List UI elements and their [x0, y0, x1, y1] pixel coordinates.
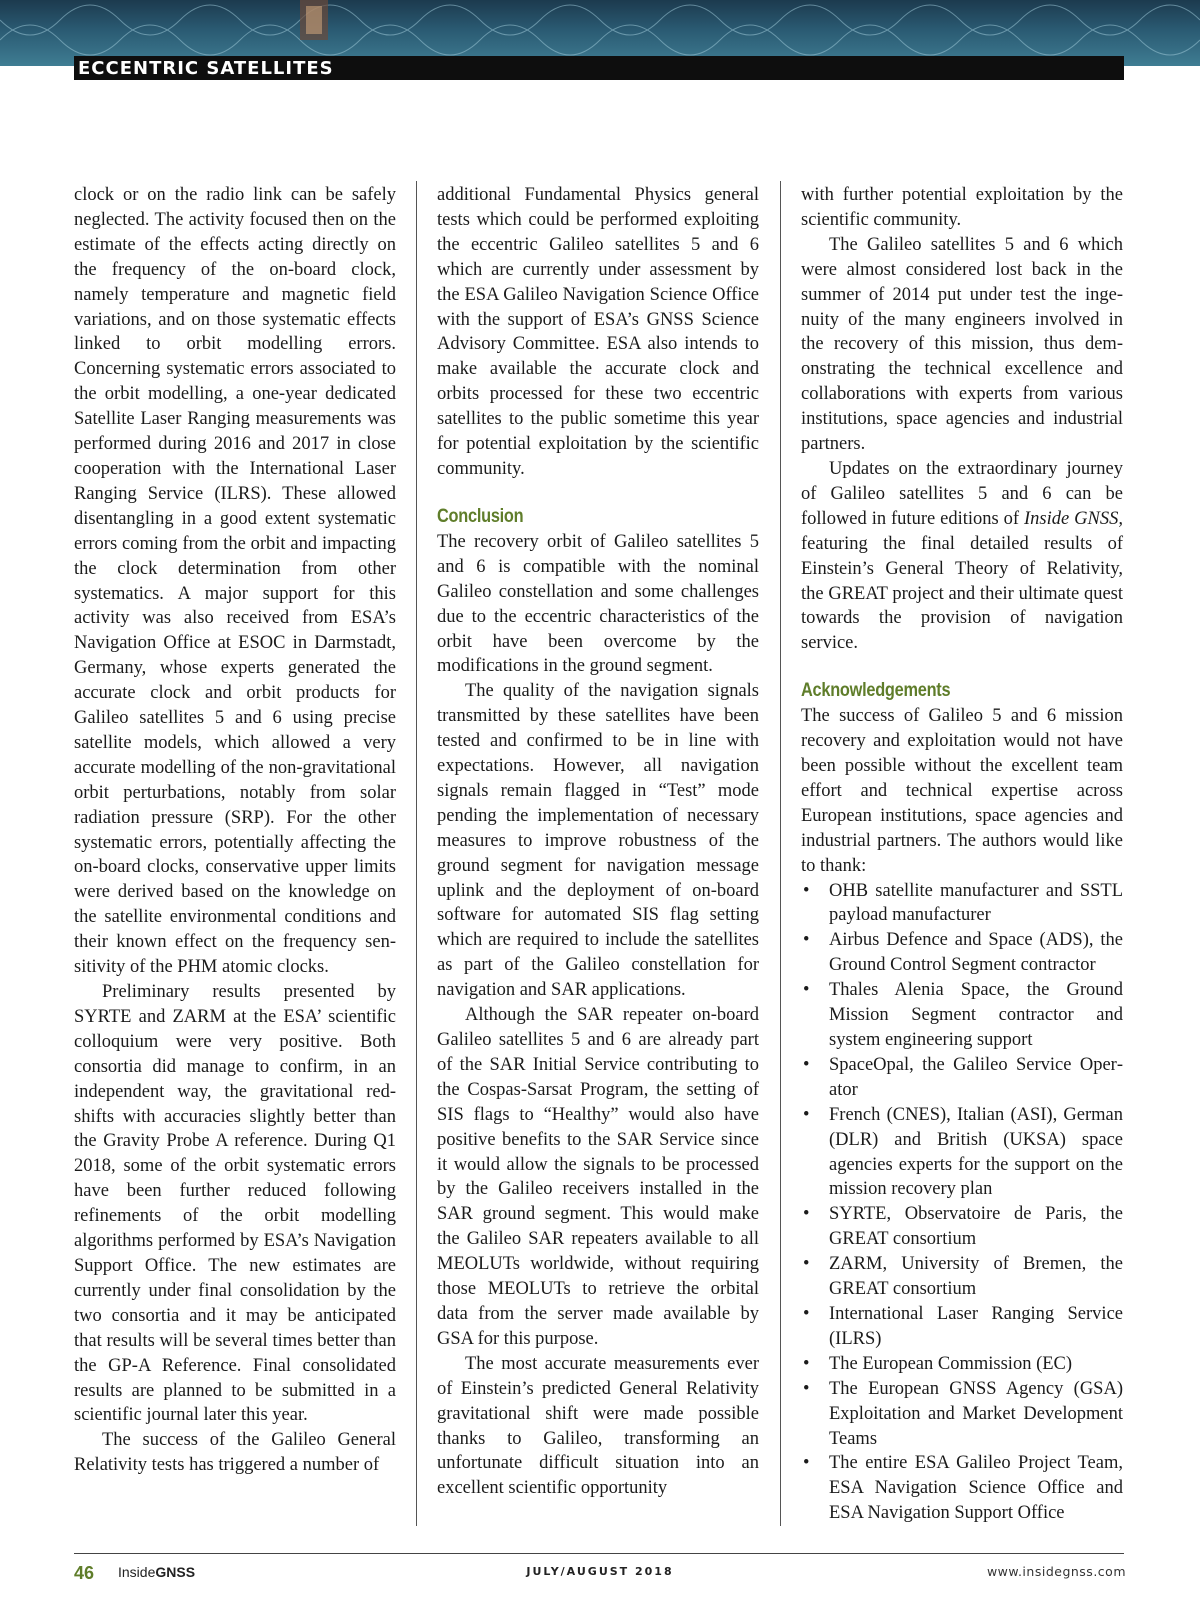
- magazine-name-prefix: Inside: [118, 1564, 156, 1580]
- list-item-text: The European Commission (EC): [829, 1353, 1073, 1374]
- list-item: [801, 1377, 1123, 1452]
- magazine-name-suffix: GNSS: [155, 1564, 196, 1580]
- paragraph: with further potential exploitation by the scientific community.: [801, 185, 1123, 230]
- paragraph-text: featuring the final detailed results of Einstein’s General Theory of Relativity, the GREAT project and their ultimate quest towards the provision of navigation service.: [801, 533, 1123, 654]
- paragraph: additional Fundamental Physics general tests which could be performed exploiting the eccentric Galileo satellites 5 and 6 which are currently under assessment by the ESA Galileo Navigation Science Office with the support of ESA’s GNSS Science Advisory Committee. ESA also intends to make available the accurate clock and orbits processed for these two eccentric satellites to the public sometime this year for potential exploitation by the scientific community.: [437, 185, 759, 479]
- acknowledgements-heading: Acknowledgements: [801, 680, 951, 702]
- paragraph: The success of the Galileo General Relativity tests has triggered a number of: [74, 1430, 396, 1476]
- list-item-text: French (CNES), Italian (ASI), German (DLR) and British (UKSA) space agencies experts for the support on the mission recovery plan: [829, 1104, 1123, 1200]
- list-item: [801, 1202, 1123, 1252]
- list-item: [801, 1352, 1123, 1377]
- page-number: 46: [74, 1563, 95, 1583]
- bullet-icon: •: [803, 1303, 810, 1324]
- paragraph: [801, 457, 1123, 656]
- thanks-list: [801, 879, 1123, 1527]
- list-item: [801, 928, 1123, 978]
- column-divider: [416, 181, 417, 1526]
- bullet-icon: •: [803, 1204, 810, 1225]
- list-item: [801, 978, 1123, 1053]
- list-item: [801, 1053, 1123, 1103]
- bullet-icon: •: [803, 1104, 810, 1125]
- list-item-text: SpaceOpal, the Galileo Service Operator: [829, 1054, 1123, 1100]
- list-item-text: International Laser Ranging Service (ILRS): [829, 1303, 1123, 1349]
- list-item-text: OHB satellite manufacturer and SSTL payload manufacturer: [829, 880, 1123, 926]
- bullet-icon: •: [803, 880, 810, 901]
- article-column-1: [74, 183, 396, 1478]
- issue-date: JULY/AUGUST 2018: [526, 1565, 674, 1578]
- bullet-icon: •: [803, 1254, 810, 1275]
- list-item-text: The European GNSS Agency (GSA) Exploitation and Market Development Teams: [829, 1378, 1123, 1449]
- bullet-icon: •: [803, 1378, 810, 1399]
- paragraph: The Galileo satellites 5 and 6 which were almost considered lost back in the summer of 2014 put under test the ingenuity of the many engineers involved in the recovery of this mission, thus demonstrating the technical excellence and collaborations with experts from various institutions, space agencies and industrial partners.: [801, 234, 1123, 455]
- paragraph: Although the SAR repeater on-board Galileo satellites 5 and 6 are already part of the SAR Initial Service contributing to the Cospas-Sarsat Program, the setting of SIS flags to “Healthy” would also have positive benefits to the SAR Service since it would allow the signals to be processed by the Galileo receivers installed in the SAR ground segment. This would make the Galileo SAR repeaters available to all MEOLUTs worldwide, without requiring those MEOLUTs to retrieve the orbital data from the server made available by GSA for this purpose.: [437, 1005, 759, 1349]
- list-item-text: The entire ESA Galileo Project Team, ESA Navigation Science Office and ESA Navigation Support Office: [829, 1453, 1123, 1524]
- paragraph: clock or on the radio link can be safely neglected. The activity focused then on the estimate of the effects acting directly on the frequency of the on-board clock, namely temperature and magnetic field variations, and on those systematic effects linked to orbit modelling errors. Concerning systematic errors associated to the orbit modelling, a one-year dedicated Satellite Laser Ranging measurements was performed during 2016 and 2017 in close cooperation with the International Laser Ranging Service (ILRS). These allowed disentangling in a good extent systematic errors coming from the orbit and impacting the clock determination from other systematics. A major support for this activity was also received from ESA’s Navigation Office at ESOC in Darmstadt, Germany, whose experts generated the accurate clock and orbit products for Galileo satellites 5 and 6 using precise satellite models, which allowed a very accurate modelling of the non-gravitational orbit perturbations, notably from solar radiation pressure (SRP). For the other systematic errors, potentially affecting the on-board clocks, conservative upper limits were derived based on the knowledge on the satellite environmental conditions and their known effect on the frequency sensitivity of the PHM atomic clocks.: [74, 185, 396, 978]
- conclusion-heading: Conclusion: [437, 505, 524, 527]
- paragraph-text: Updates on the extraordinary journey of Galileo satellites 5 and 6 can be followed in future editions of: [801, 458, 1123, 529]
- list-item-text: Airbus Defence and Space (ADS), the Ground Control Segment contractor: [829, 930, 1123, 976]
- paragraph: The most accurate measurements ever of Einstein’s predicted General Relativity gravitational shift were made possible thanks to Galileo, transforming an unfortunate difficult situation into an excellent scientific opportunity: [437, 1353, 759, 1499]
- column-divider: [780, 181, 781, 1526]
- article-column-2: [437, 183, 759, 1501]
- paragraph: The success of Galileo 5 and 6 mission recovery and exploitation would not have been possible without the excellent team effort and technical expertise across European institutions, space agencies and industrial partners. The authors would like to thank:: [801, 706, 1123, 876]
- list-item: [801, 1252, 1123, 1302]
- magazine-title-italic: Inside GNSS,: [1024, 508, 1123, 529]
- paragraph: Preliminary results presented by SYRTE and ZARM at the ESA’ scientific colloquium were very positive. Both consortia did manage to confirm, in an independent way, the gravitational redshifts with accuracies slightly better than the Gravity Probe A reference. During Q1 2018, some of the orbit systematic errors have been further reduced following refinements of the orbit modelling algorithms performed by ESA’s Navigation Support Office. The new estimates are currently under final consolidation by the two consortia and it may be anticipated that results will be several times better than the GP-A Reference. Final consolidated results are planned to be submitted in a scientific journal later this year.: [74, 982, 396, 1426]
- bullet-icon: •: [803, 1353, 810, 1374]
- footer-rule: [74, 1553, 1124, 1554]
- list-item-text: ZARM, University of Bremen, the GREAT consortium: [829, 1254, 1123, 1300]
- list-item-text: Thales Alenia Space, the Ground Mission Segment contractor and system engineering support: [829, 980, 1123, 1050]
- paragraph: The quality of the navigation signals transmitted by these satellites have been tested and confirmed to be in line with expectations. However, all navigation signals remain flagged in “Test” mode pending the implementation of necessary measures to improve robustness of the ground segment for navigation message uplink and the deployment of on-board software for automated SIS flag setting which are required to include the satellites as part of the Galileo constellation for navigation and SAR applications.: [437, 681, 759, 1001]
- section-title-bar: [74, 56, 1124, 80]
- list-item: [801, 879, 1123, 929]
- list-item: [801, 1451, 1123, 1526]
- list-item: [801, 1302, 1123, 1352]
- list-item: [801, 1103, 1123, 1203]
- bullet-icon: •: [803, 980, 810, 1001]
- bullet-icon: •: [803, 1453, 810, 1474]
- article-column-3: [801, 183, 1123, 1526]
- bullet-icon: •: [803, 1054, 810, 1075]
- list-item-text: SYRTE, Observatoire de Paris, the GREAT consortium: [829, 1204, 1123, 1250]
- section-title: ECCENTRIC SATELLITES: [78, 58, 334, 79]
- website-url: www.insidegnss.com: [986, 1564, 1126, 1579]
- paragraph: The recovery orbit of Galileo satellites 5 and 6 is compatible with the nominal Galileo constellation and some challenges due to the eccentric characteristics of the orbit have been overcome by the modifications in the ground segment.: [437, 531, 759, 677]
- bullet-icon: •: [803, 930, 810, 951]
